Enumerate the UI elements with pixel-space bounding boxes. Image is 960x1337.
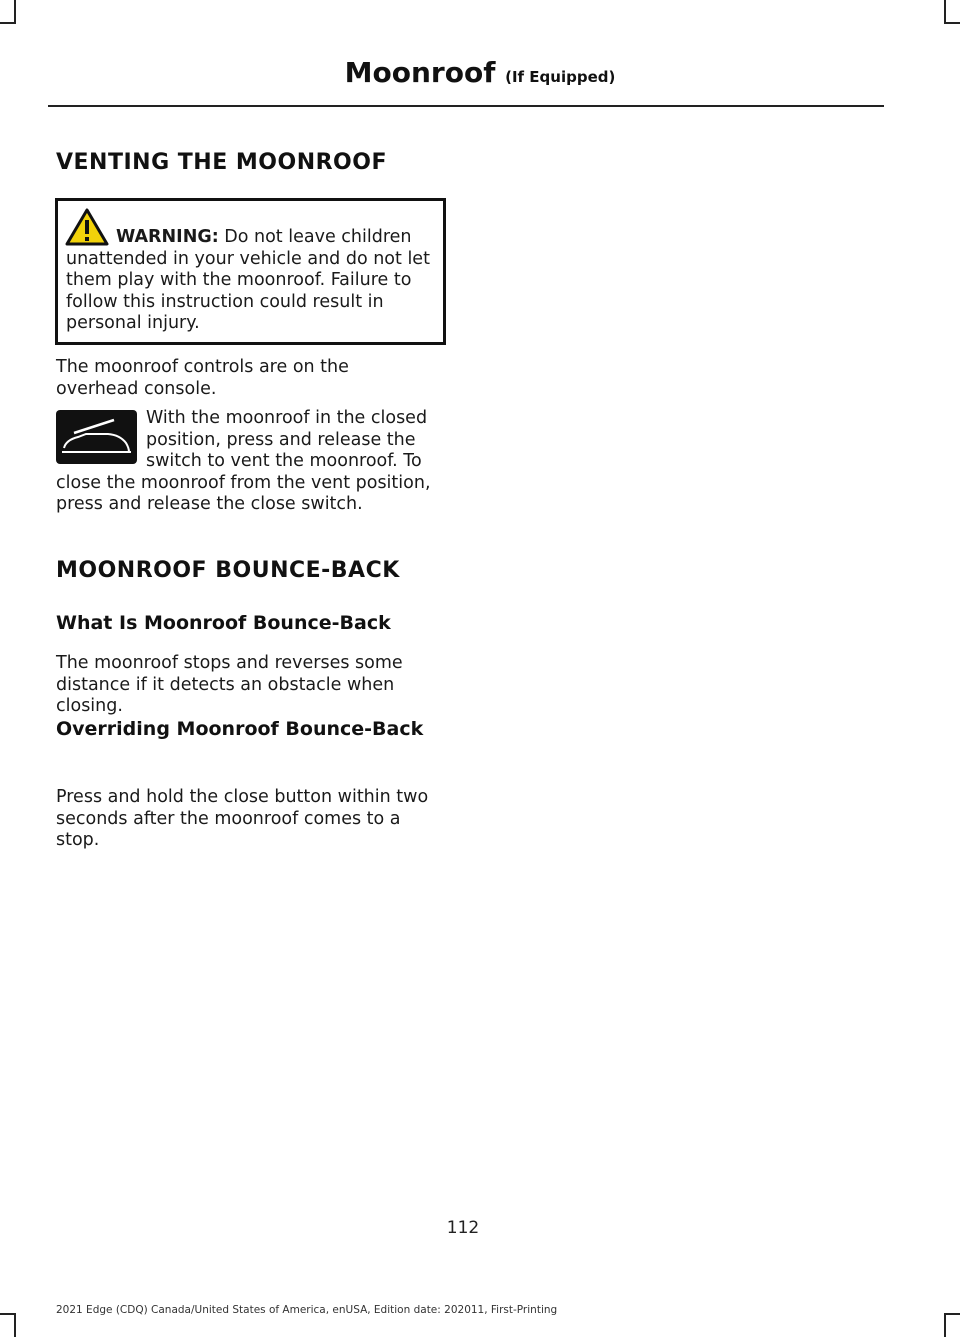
page-number: 112 bbox=[446, 1218, 480, 1238]
paragraph-bounce-back: The moonroof stops and reverses some distance if it detects an obstacle when closing. bbox=[56, 653, 403, 716]
subheading-what-is: What Is Moonroof Bounce-Back bbox=[56, 612, 391, 634]
crop-mark bbox=[0, 22, 16, 24]
warning-box bbox=[55, 198, 446, 345]
crop-mark bbox=[944, 1313, 960, 1315]
page-header bbox=[0, 56, 960, 89]
section-heading-bounce-back: MOONROOF BOUNCE-BACK bbox=[56, 558, 400, 583]
crop-mark bbox=[944, 1313, 946, 1337]
footer-edition: 2021 Edge (CDQ) Canada/United States of America, enUSA, Edition date: 202011, First-Printing bbox=[56, 1304, 558, 1316]
icon-spacer bbox=[56, 408, 146, 470]
paragraph-override: Press and hold the close button within two seconds after the moonroof comes to a stop. bbox=[56, 787, 429, 850]
vent-instructions-text: With the moonroof in the closed position, press and release the switch to vent the moonroof. To close the moonroof from the vent position, press and release the close switch. bbox=[56, 408, 431, 514]
crop-mark bbox=[14, 0, 16, 24]
header-subtitle: (If Equipped) bbox=[505, 68, 616, 86]
paragraph-controls-location: The moonroof controls are on the overhead console. bbox=[56, 357, 349, 399]
header-title: Moonroof bbox=[344, 56, 496, 89]
warning-body: Do not leave children unattended in your vehicle and do not let them play with the moonroof. Failure to follow this instruction could result in personal injury. bbox=[66, 227, 430, 333]
section-heading-venting: VENTING THE MOONROOF bbox=[56, 150, 387, 175]
crop-mark bbox=[14, 1313, 16, 1337]
crop-mark bbox=[944, 22, 960, 24]
warning-text bbox=[66, 227, 442, 335]
crop-mark bbox=[0, 1313, 16, 1315]
header-divider bbox=[48, 105, 884, 107]
warning-label: WARNING: bbox=[116, 227, 219, 247]
crop-mark bbox=[944, 0, 946, 24]
subheading-overriding: Overriding Moonroof Bounce-Back bbox=[56, 718, 424, 740]
paragraph-vent-instructions bbox=[56, 408, 448, 516]
